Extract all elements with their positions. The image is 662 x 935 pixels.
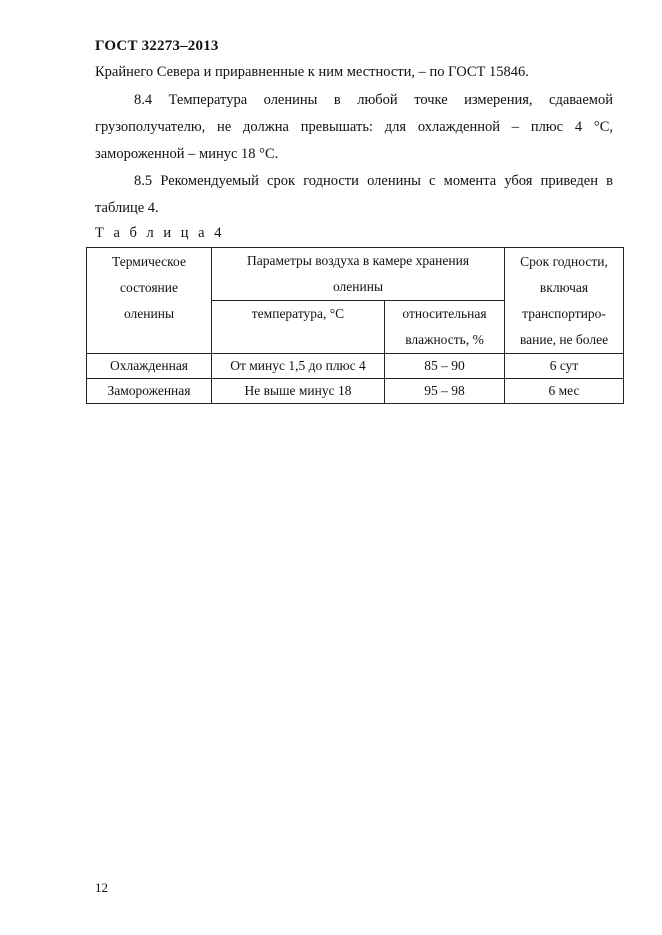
document-header-title: ГОСТ 32273–2013 — [95, 38, 219, 54]
header-thermal-state-line: оленины — [123, 306, 175, 321]
cell-state: Замороженная — [87, 379, 212, 404]
cell-temperature: От минус 1,5 до плюс 4 — [212, 354, 385, 379]
cell-shelf-life: 6 мес — [505, 379, 624, 404]
header-humidity-line: относительная — [402, 306, 487, 321]
header-humidity-line: влажность, % — [405, 332, 484, 347]
table-row — [87, 354, 624, 379]
header-temperature-line: температура, °С — [251, 306, 345, 321]
header-shelf-life-line: транспортиро- — [522, 306, 606, 321]
header-temperature — [212, 301, 385, 354]
header-thermal-state-line: Термическое — [112, 254, 186, 269]
header-air-parameters-line: Параметры воздуха в камере хранения — [246, 253, 470, 268]
paragraph-8-4-line-2: грузополучателю, не должна превышать: для охлажденной – плюс 4 °С, — [95, 119, 613, 135]
paragraph-8-4-line-3: замороженной – минус 18 °С. — [95, 146, 279, 162]
header-thermal-state-line: состояние — [120, 280, 178, 295]
paragraph-8-4-line-1: 8.4 Температура оленины в любой точке измерения, сдаваемой — [134, 92, 613, 108]
table-row — [87, 379, 624, 404]
paragraph-continuation: Крайнего Севера и приравненные к ним местности, – по ГОСТ 15846. — [95, 64, 529, 80]
header-thermal-state — [87, 248, 212, 354]
header-air-parameters — [212, 248, 505, 301]
cell-shelf-life: 6 сут — [505, 354, 624, 379]
page-number: 12 — [95, 880, 108, 895]
header-shelf-life-line: включая — [539, 280, 589, 295]
cell-temperature: Не выше минус 18 — [212, 379, 385, 404]
paragraph-8-5-line-2: таблице 4. — [95, 200, 159, 216]
shelf-life-table — [86, 247, 624, 404]
cell-humidity: 85 – 90 — [385, 354, 505, 379]
header-shelf-life-line: Срок годности, — [520, 254, 608, 269]
cell-humidity: 95 – 98 — [385, 379, 505, 404]
cell-state: Охлажденная — [87, 354, 212, 379]
header-shelf-life — [505, 248, 624, 354]
paragraph-8-5-line-1: 8.5 Рекомендуемый срок годности оленины с момента убоя приведен в — [134, 173, 613, 189]
header-air-parameters-line: оленины — [332, 279, 384, 294]
header-shelf-life-line: вание, не более — [519, 332, 609, 347]
table-label: Т а б л и ц а 4 — [95, 225, 225, 241]
header-humidity — [385, 301, 505, 354]
